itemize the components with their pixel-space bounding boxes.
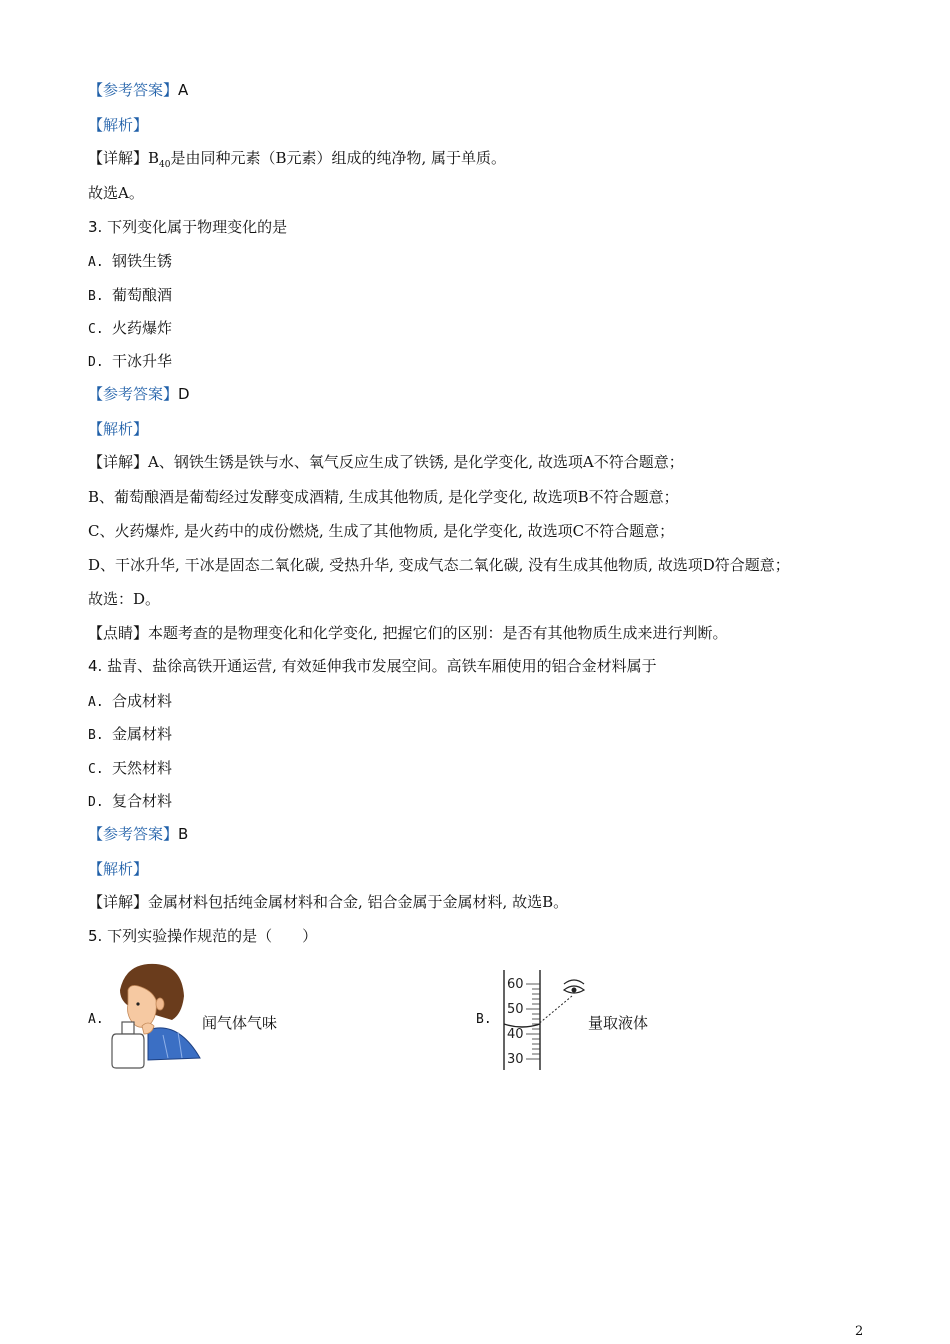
tick-label: 60 (507, 977, 524, 992)
detail-label: 【详解】 (88, 893, 149, 911)
option-letter: C. (88, 322, 104, 337)
detail-text: A、钢铁生锈是铁与水、氧气反应生成了铁锈, 是化学变化, 故选项A不符合题意； (148, 453, 684, 471)
tip-text: 本题考查的是物理变化和化学变化, 把握它们的区别：是否有其他物质生成来进行判断。 (148, 624, 728, 642)
smell-gas-illustration (108, 960, 203, 1070)
tip-label: 【点睛】 (88, 624, 149, 642)
option-text: 钢铁生锈 (112, 252, 173, 270)
analysis-label: 【解析】 (88, 420, 149, 438)
option-b (88, 724, 172, 746)
question-text: 下列实验操作规范的是（ ） (107, 927, 318, 945)
option-d (88, 791, 172, 813)
option-letter: A. (88, 695, 104, 710)
analysis-label: 【解析】 (88, 860, 149, 878)
detail-label: 【详解】 (88, 149, 149, 167)
formula-subscript: 40 (159, 160, 171, 170)
answer-label: 【参考答案】 (88, 385, 179, 403)
tick-label: 50 (507, 1002, 524, 1017)
option-text: 金属材料 (112, 725, 173, 743)
option-d (88, 351, 172, 373)
option-text: 复合材料 (112, 792, 173, 810)
option-letter: B. (88, 289, 104, 304)
detail-text: 是由同种元素（B元素）组成的纯净物, 属于单质。 (170, 149, 507, 167)
option-letter: D. (88, 355, 104, 370)
conclusion: 故选A。 (88, 184, 144, 202)
tip-line (88, 623, 728, 643)
option-text: 天然材料 (112, 759, 173, 777)
detail-line (88, 452, 684, 472)
option-letter: A. (88, 255, 104, 270)
graduated-cylinder-illustration (496, 968, 588, 1072)
question-text: 下列变化属于物理变化的是 (107, 218, 288, 236)
conclusion: 故选：D。 (88, 590, 161, 608)
answer-value: B (178, 825, 189, 843)
detail-line: D、干冰升华, 干冰是固态二氧化碳, 受热升华, 变成气态二氧化碳, 没有生成其他物质, 故选项D符合题意； (88, 556, 790, 574)
question-3-stem (88, 217, 287, 237)
question-number: 4. (88, 657, 103, 675)
page-number: 2 (855, 1324, 864, 1339)
option-text: 葡萄酿酒 (112, 286, 173, 304)
tick-label: 40 (507, 1027, 524, 1042)
tick-label: 30 (507, 1052, 524, 1067)
option-c (88, 318, 172, 340)
detail-line: B、葡萄酿酒是葡萄经过发酵变成酒精, 生成其他物质, 是化学变化, 故选项B不符合题意； (88, 488, 679, 506)
detail-text: 金属材料包括纯金属材料和合金, 铝合金属于金属材料, 故选B。 (148, 893, 569, 911)
formula-symbol: B (148, 149, 160, 167)
answer-label: 【参考答案】 (88, 81, 179, 99)
detail-line: C、火药爆炸, 是火药中的成份燃烧, 生成了其他物质, 是化学变化, 故选项C不符合题意； (88, 522, 675, 540)
option-a (88, 251, 172, 273)
answer-line (88, 80, 188, 100)
option-letter: D. (88, 795, 104, 810)
question-text: 盐青、盐徐高铁开通运营, 有效延伸我市发展空间。高铁车厢使用的铝合金材料属于 (107, 657, 657, 675)
detail-line (88, 892, 568, 912)
answer-label: 【参考答案】 (88, 825, 179, 843)
detail-line (88, 148, 506, 175)
answer-line (88, 824, 188, 844)
answer-value: A (178, 81, 189, 99)
option-letter: C. (88, 762, 104, 777)
option-b-letter: B. (476, 1012, 492, 1027)
answer-line (88, 384, 190, 404)
option-text: 合成材料 (112, 692, 173, 710)
question-number: 3. (88, 218, 103, 236)
option-a (88, 691, 172, 713)
option-b-caption: 量取液体 (588, 1014, 649, 1032)
option-letter: B. (88, 728, 104, 743)
option-a-caption: 闻气体气味 (202, 1014, 278, 1032)
option-c (88, 758, 172, 780)
analysis-label: 【解析】 (88, 116, 149, 134)
detail-label: 【详解】 (88, 453, 149, 471)
option-text: 干冰升华 (112, 352, 173, 370)
question-number: 5. (88, 927, 103, 945)
answer-value: D (178, 385, 190, 403)
question-5-stem (88, 926, 317, 946)
option-a-letter: A. (88, 1012, 104, 1027)
option-b (88, 285, 172, 307)
option-text: 火药爆炸 (112, 319, 173, 337)
question-4-stem (88, 656, 657, 676)
